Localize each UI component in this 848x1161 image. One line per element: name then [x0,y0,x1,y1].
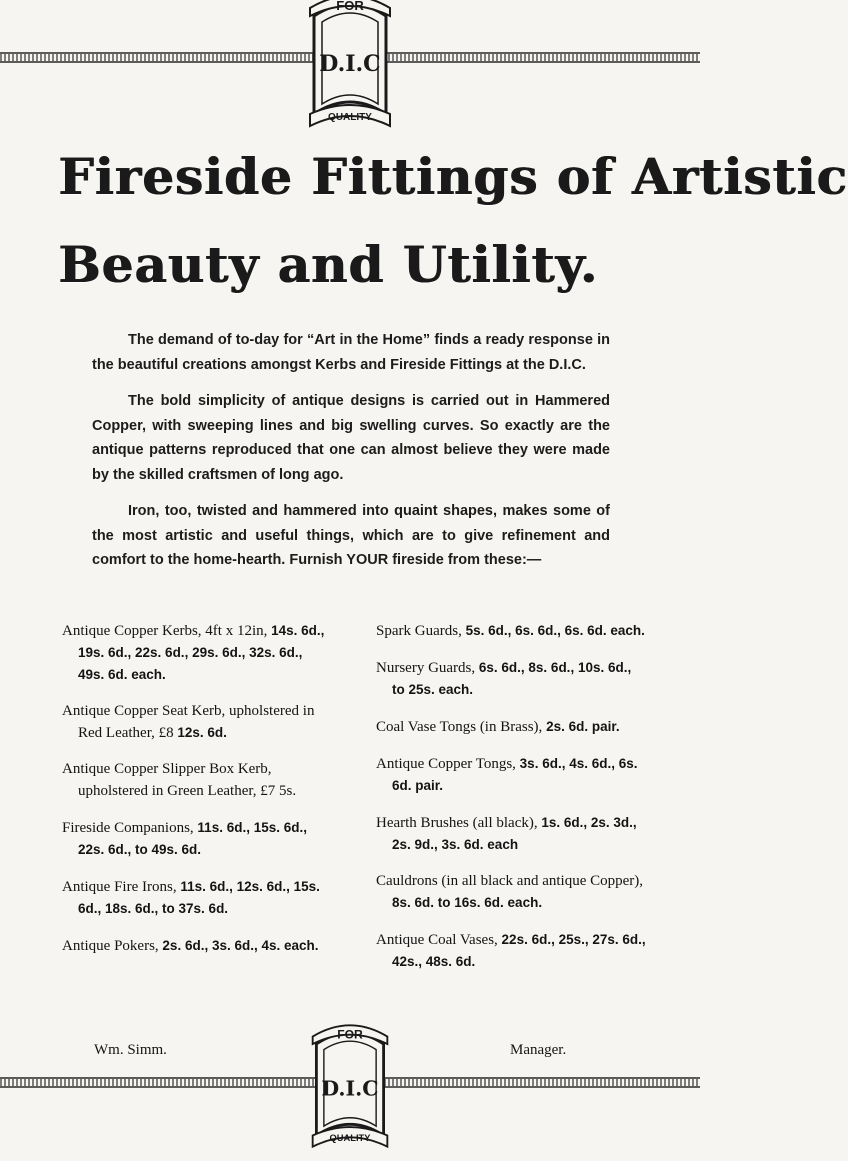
item-name: Hearth Brushes (all black), [376,815,538,831]
signature-title: Manager. [510,1042,567,1058]
item-price: 5s. 6d., 6s. 6d., 6s. 6d. each. [465,623,645,638]
item-name: Fireside Companions, [62,820,194,836]
badge-letters: D.I.C [319,51,381,77]
item-name: Antique Copper Slipper Box Kerb, upholstered in Green Leather, £7 5s. [62,761,297,799]
intro-text [92,328,610,585]
list-item [376,812,646,856]
item-name: Coal Vase Tongs (in Brass), [376,719,543,735]
headline-line-2: Beauty and Utility. [58,235,598,294]
item-price: 11s. 6d., 12s. 6d., 15s. 6d., 18s. 6d., to 37s. 6d. [78,879,320,916]
list-item [62,759,332,802]
dic-quality-badge-bottom [308,1016,392,1156]
item-price: 1s. 6d., 2s. 3d., 2s. 9d., 3s. 6d. each [392,815,637,852]
list-item [62,935,332,957]
item-price: 11s. 6d., 15s. 6d., 22s. 6d., to 49s. 6d. [78,820,307,857]
dic-quality-badge-top [308,0,392,136]
badge-bottom-word: QUALITY [328,112,372,123]
dic-badge-emblem [308,1016,392,1156]
badge-bottom-word: QUALITY [329,1133,371,1144]
signature-name: Wm. Simm. [94,1042,167,1058]
item-name: Antique Pokers, [62,938,159,954]
list-item [62,701,332,744]
item-price: 2s. 6d. pair. [546,719,620,734]
item-price: 22s. 6d., 25s., 27s. 6d., 42s., 48s. 6d. [392,932,646,969]
item-name: Antique Coal Vases, [376,932,498,948]
item-name: Cauldrons (in all black and antique Copper), [376,873,644,889]
item-price: 6s. 6d., 8s. 6d., 10s. 6d., to 25s. each. [392,660,632,697]
badge-letters: D.I.C [321,1076,379,1101]
item-price: 2s. 6d., 3s. 6d., 4s. each. [162,938,319,953]
items-right-column [376,620,646,988]
list-item [376,753,646,797]
list-item [376,929,646,973]
item-name: Antique Copper Kerbs, 4ft x 12in, [62,623,268,639]
headline-line-1: Fireside Fittings of Artistic [58,147,848,206]
intro-paragraph-2: The bold simplicity of antique designs is carried out in Hammered Copper, with sweeping lines and big swelling curves. So exactly are the antique patterns reproduced that one can almost believe they were made by the skilled craftsmen of long ago. [92,393,610,483]
item-price: 3s. 6d., 4s. 6d., 6s. 6d. pair. [392,756,638,793]
intro-paragraph-3: Iron, too, twisted and hammered into quaint shapes, makes some of the most artistic and useful things, which are to give refinement and comfort to the home-hearth. Furnish YOUR fireside from these:— [92,503,610,568]
item-name: Antique Fire Irons, [62,879,177,895]
list-item [376,871,646,914]
badge-top-word: FOR [336,0,364,13]
intro-paragraph-1: The demand of to-day for “Art in the Home” finds a ready response in the beautiful creations amongst Kerbs and Fireside Fittings at the D.I.C. [92,332,610,373]
items-left-column [62,620,332,972]
item-price: 8s. 6d. to 16s. 6d. each. [392,895,543,910]
item-price: 14s. 6d., 19s. 6d., 22s. 6d., 29s. 6d., 32s. 6d., 49s. 6d. each. [78,623,325,682]
list-item [376,657,646,701]
list-item [62,876,332,920]
list-item [62,620,332,686]
item-name: Antique Copper Seat Kerb, upholstered in Red Leather, £8 [62,703,315,741]
item-price: 12s. 6d. [177,725,227,740]
list-item [376,716,646,738]
list-item [376,620,646,642]
item-name: Nursery Guards, [376,660,476,676]
item-name: Antique Copper Tongs, [376,756,516,772]
badge-top-word: FOR [337,1027,363,1042]
dic-badge-emblem [308,0,392,136]
item-name: Spark Guards, [376,623,462,639]
list-item [62,817,332,861]
